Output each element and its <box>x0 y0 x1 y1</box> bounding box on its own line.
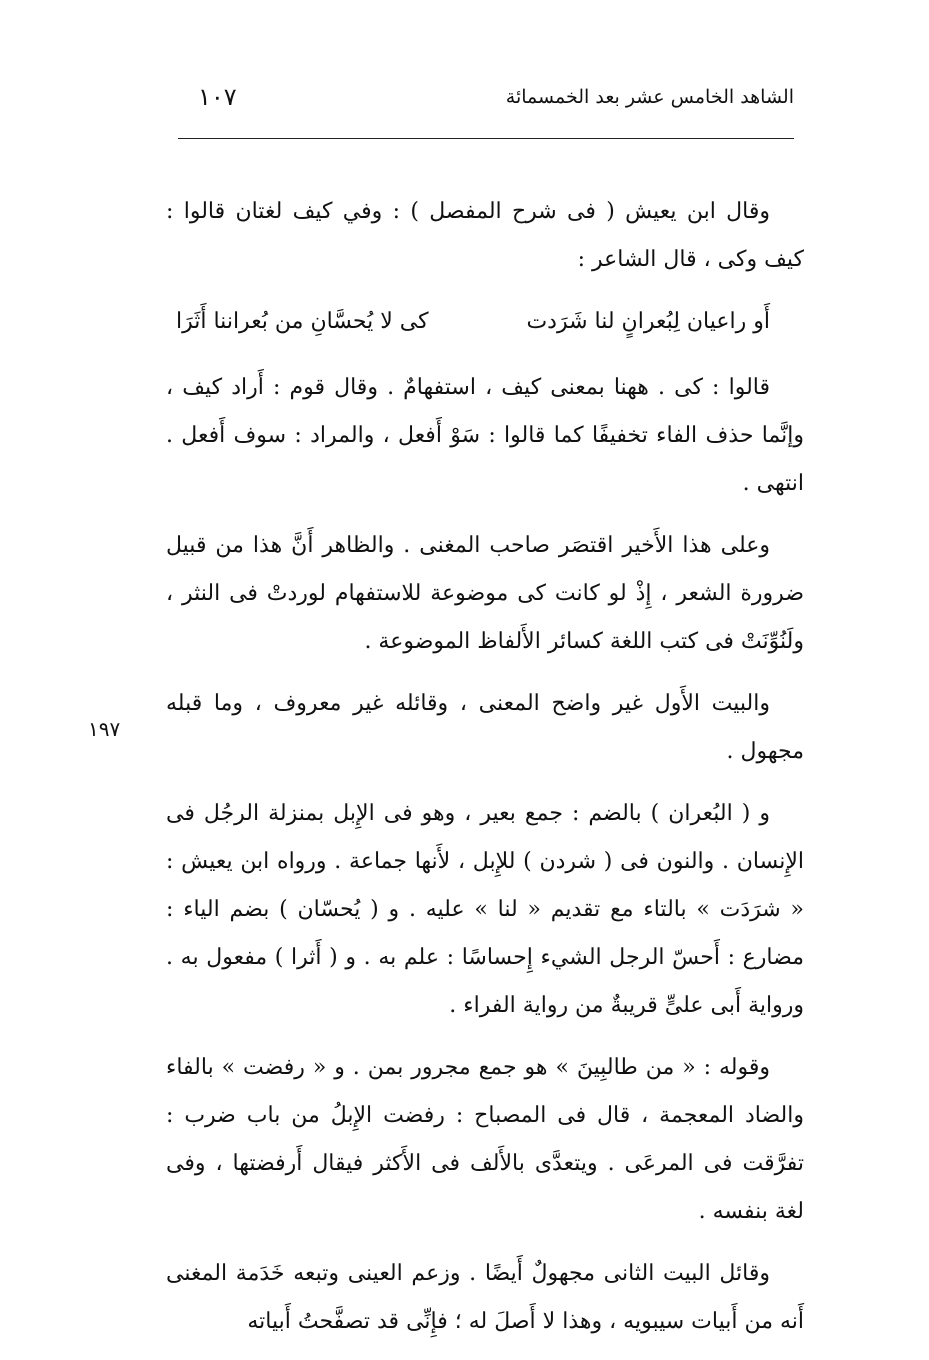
paragraph: قالوا : كى . ههنا بمعنى كيف ، استفهامٌ . وقال قوم : أَراد كيف ، وإنَّما حذف الفاء تخفيفًا كما قالوا : سَوْ أَفعل ، والمراد : سوف أَفعل . انتهى . <box>166 375 804 496</box>
running-title: الشاهد الخامس عشر بعد الخمسمائة <box>505 86 794 108</box>
paragraph: والبيت الأَول غير واضح المعنى ، وقائله غير معروف ، وما قبله مجهول . <box>166 691 804 764</box>
paragraph: و ( البُعران ) بالضم : جمع بعير ، وهو فى الإِبل بمنزلة الرجُل فى الإِنسان . والنون فى ( شردن ) للإِبل ، لأَنها جماعة . ورواه ابن يعيش : « شرَدَت » بالتاء مع تقديم « لنا » عليه . و ( يُحسّان ) بضم الياء : مضارع : أَحسّ الرجل الشيء إِحساسًا : علم به . و ( أَثرا ) مفعول به . ورواية أَبى علىٍّ قريبةٌ من رواية الفراء . <box>166 801 804 1018</box>
page-header <box>180 82 794 122</box>
verse-second-hemistich: كى لا يُحسَّانِ من بُعراننا أَثَرَا <box>176 309 429 334</box>
body-text <box>166 188 804 1360</box>
page-number: ١٠٧ <box>198 83 237 111</box>
header-rule <box>178 138 794 139</box>
paragraph: وقوله : « من طالبِينَ » هو جمع مجرور بمن . و « رفضت » بالفاء والضاد المعجمة ، قال فى المصباح : رفضت الإِبلُ من باب ضرب : تفرَّقت فى المرعَى . ويتعدَّى بالأَلف فى الأَكثر فيقال أَرفضتها ، وفى لغة بنفسه . <box>166 1055 804 1224</box>
margin-note-number: ١٩٧ <box>88 717 121 741</box>
paragraph: وقال ابن يعيش ( فى شرح المفصل ) : وفي كيف لغتان قالوا : كيف وكى ، قال الشاعر : <box>166 199 804 272</box>
verse-first-hemistich: أَو راعيان لِبُعرانٍ لنا شَرَدت <box>526 309 770 334</box>
paragraph: وعلى هذا الأَخير اقتصَر صاحب المغنى . والظاهر أَنَّ هذا من قبيل ضرورة الشعر ، إِذْ لو كانت كى موضوعة للاستفهام لوردتْ فى النثر ، ولَنُوِّنَتْ فى كتب اللغة كسائر الأَلفاظ الموضوعة . <box>166 533 804 654</box>
verse-line <box>166 298 804 346</box>
paragraph: وقائل البيت الثانى مجهولٌ أَيضًا . وزعم العينى وتبعه خَدَمة المغنى أَنه من أَبيات سيبويه ، وهذا لا أَصلَ له ؛ فإِنِّى قد تصفَّحتُ أَبياته <box>166 1261 804 1334</box>
